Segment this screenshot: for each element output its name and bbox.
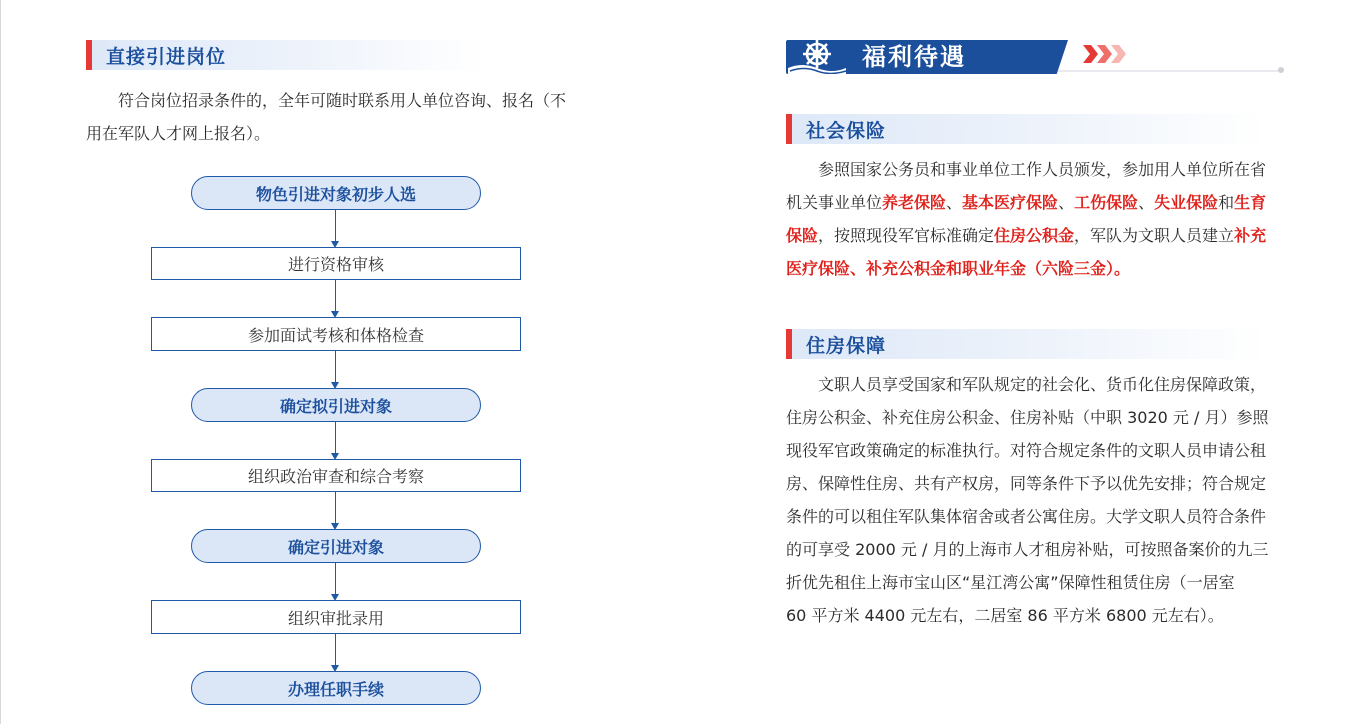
social-text: ，按照现役军官标准确定 xyxy=(818,226,995,245)
housing-line: 房、保障性住房、共有产权房，同等条件下予以优先安排；符合规定 xyxy=(786,474,1267,493)
heading-accent-bar xyxy=(786,114,792,144)
housing-line: 折优先租住上海市宝山区“星江湾公寓”保障性租赁住房（一居室 xyxy=(786,573,1235,592)
housing-line: 住房公积金、补充住房公积金、住房补贴（中职 3020 元 / 月）参照 xyxy=(786,408,1269,427)
social-text: 、 xyxy=(946,193,963,212)
intro-paragraph xyxy=(86,84,598,150)
highlight-unemployment: 失业保险 xyxy=(1154,193,1219,212)
flow-step-1: 物色引进对象初步人选 xyxy=(191,176,481,210)
flow-step-2: 进行资格审核 xyxy=(151,247,521,280)
flow-step-4: 确定拟引进对象 xyxy=(191,388,481,422)
social-line-1: 参照国家公务员和事业单位工作人员颁发，参加用人单位所在省 xyxy=(818,160,1267,179)
flow-arrow-7 xyxy=(335,634,336,670)
social-text: 机关事业单位 xyxy=(786,193,883,212)
highlight-maternity: 生育 xyxy=(1234,193,1267,212)
highlight-six-three: 医疗保险、补充公积金和职业年金（六险三金）。 xyxy=(786,259,1131,278)
section-heading-housing xyxy=(786,329,1266,359)
flow-arrow-4 xyxy=(335,422,336,458)
flow-arrow-6 xyxy=(335,563,336,599)
social-text: 、 xyxy=(1138,193,1155,212)
highlight-injury: 工伤保险 xyxy=(1074,193,1139,212)
section-heading-social-insurance xyxy=(786,114,1266,144)
flow-step-3: 参加面试考核和体格检查 xyxy=(151,317,521,351)
flow-arrow-3 xyxy=(335,351,336,387)
flow-step-5: 组织政治审查和综合考察 xyxy=(151,459,521,492)
heading-accent-bar xyxy=(86,40,92,70)
flow-arrow-2 xyxy=(335,280,336,316)
housing-line: 60 平方米 4400 元左右，二居室 86 平方米 6800 元左右）。 xyxy=(786,606,1224,625)
intro-line-1: 符合岗位招录条件的，全年可随时联系用人单位咨询、报名（不 xyxy=(118,91,567,110)
social-text: ，军队为文职人员建立 xyxy=(1074,226,1235,245)
highlight-maternity-cont: 保险 xyxy=(786,226,819,245)
flow-arrow-1 xyxy=(335,210,336,246)
intro-line-2: 用在军队人才网上报名）。 xyxy=(86,124,271,143)
section-heading-direct-recruit xyxy=(86,40,486,70)
flow-step-7: 组织审批录用 xyxy=(151,600,521,634)
highlight-housing-fund: 住房公积金 xyxy=(994,226,1075,245)
housing-line: 现役军官政策确定的标准执行。对符合规定条件的文职人员申请公租 xyxy=(786,441,1267,460)
flow-step-8: 办理任职手续 xyxy=(191,671,481,705)
housing-paragraph xyxy=(786,368,1286,632)
flow-arrow-5 xyxy=(335,492,336,528)
banner-title: 福利待遇 xyxy=(862,43,966,71)
section-heading-text: 社会保险 xyxy=(806,119,887,142)
social-insurance-paragraph xyxy=(786,153,1286,285)
page-edge xyxy=(0,0,1,724)
flow-step-6: 确定引进对象 xyxy=(191,529,481,563)
banner-rule-dot xyxy=(1278,67,1284,73)
housing-line: 条件的可以租住军队集体宿舍或者公寓住房。大学文职人员符合条件 xyxy=(786,507,1267,526)
highlight-pension: 养老保险 xyxy=(882,193,947,212)
ship-wheel-icon xyxy=(786,38,848,74)
housing-line: 的可享受 2000 元 / 月的上海市人才租房补贴，可按照备案价的九三 xyxy=(786,540,1269,559)
highlight-medical: 基本医疗保险 xyxy=(962,193,1059,212)
highlight-supplement: 补充 xyxy=(1234,226,1267,245)
social-text: 和 xyxy=(1218,193,1235,212)
social-text: 、 xyxy=(1058,193,1075,212)
chevrons-icon xyxy=(1083,45,1131,63)
housing-line: 文职人员享受国家和军队规定的社会化、货币化住房保障政策， xyxy=(818,375,1267,394)
section-heading-text: 住房保障 xyxy=(806,334,887,357)
section-heading-text: 直接引进岗位 xyxy=(106,45,227,68)
heading-accent-bar xyxy=(786,329,792,359)
